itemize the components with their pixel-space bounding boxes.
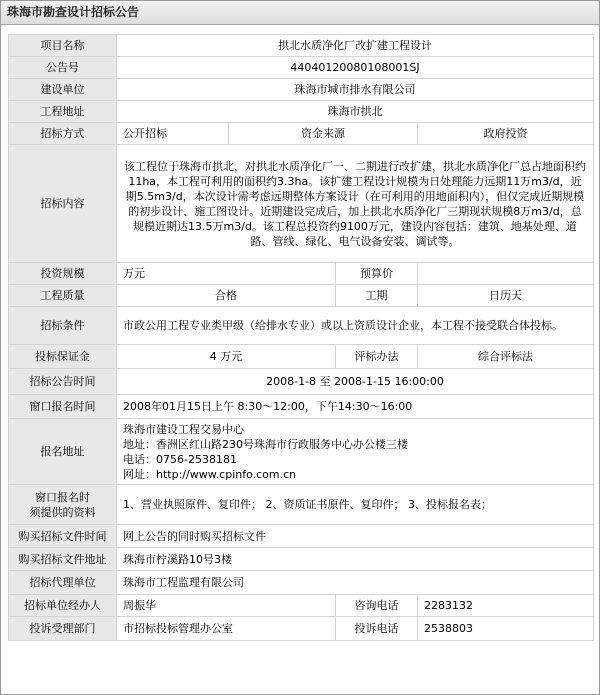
label-reg-address: 报名地址	[9, 419, 117, 485]
label-bid-method: 招标方式	[9, 123, 117, 145]
reg-address-org: 珠海市建设工程交易中心	[123, 422, 244, 436]
value-buy-time: 网上公告的同时购买招标文件	[117, 525, 594, 548]
value-materials: 1、营业执照原件、复印件； 2、资质证书原件、复印件； 3、投标报名表；	[117, 485, 594, 525]
table-row	[9, 419, 594, 485]
label-notice-no: 公告号	[9, 57, 117, 79]
label-conditions: 招标条件	[9, 307, 117, 345]
label-buy-time: 购买招标文件时间	[9, 525, 117, 548]
value-buy-address: 珠海市柠溪路10号3楼	[117, 548, 594, 571]
label-notice-time: 招标公告时间	[9, 369, 117, 395]
label-complaint: 投诉受理部门	[9, 617, 117, 641]
table-row	[9, 263, 594, 285]
label-builder: 建设单位	[9, 79, 117, 101]
label-project-name: 项目名称	[9, 35, 117, 57]
value-deposit: 4 万元	[117, 345, 336, 369]
table-row	[9, 57, 594, 79]
table-row	[9, 525, 594, 548]
label-content: 招标内容	[9, 145, 117, 263]
notice-time-to-word: 至	[319, 375, 331, 388]
label-budget: 预算价	[336, 263, 418, 285]
value-project-name: 拱北水质净化厂改扩建工程设计	[117, 35, 594, 57]
table-row	[9, 595, 594, 617]
label-investment: 投资规模	[9, 263, 117, 285]
value-notice-time	[117, 369, 594, 395]
label-fund-source: 资金来源	[229, 123, 418, 145]
value-site: 珠海市拱北	[117, 101, 594, 123]
table-row	[9, 369, 594, 395]
value-builder: 珠海市城市排水有限公司	[117, 79, 594, 101]
value-budget	[418, 263, 594, 285]
value-agent: 珠海市工程监理有限公司	[117, 571, 594, 595]
value-period: 日历天	[418, 285, 594, 307]
value-consult-phone: 2283132	[418, 595, 594, 617]
value-quality: 合格	[117, 285, 336, 307]
label-materials-line1: 窗口报名时	[35, 490, 90, 504]
value-complaint: 市招标投标管理办公室	[117, 617, 336, 641]
value-content: 该工程位于珠海市拱北，对拱北水质净化厂一、二期进行改扩建，拱北水质净化厂总占地面积约11ha，本工程可利用的面积约3.3ha。该扩建工程设计规模为日处理能力远期11万m3/d，近期5.5m3/d，本次设计需考虑远期整体方案设计（在可利用的用地面积内），但仅完成近期规模的初步设计、施工图设计。近期建设完成后，加上拱北水质净化厂三期现状规模8万m3/d，总规模近期达13.5万m3/d。该工程总投资约9100万元，建设内容包括：建筑、地基处理、道路、管线、绿化、电气设备安装、调试等。	[117, 145, 594, 263]
table-row	[9, 548, 594, 571]
notice-table	[8, 34, 594, 641]
table-row	[9, 123, 594, 145]
value-fund-source: 政府投资	[418, 123, 594, 145]
label-reg-time: 窗口报名时间	[9, 395, 117, 419]
label-consult-phone: 咨询电话	[336, 595, 418, 617]
label-deposit: 投标保证金	[9, 345, 117, 369]
table-row	[9, 285, 594, 307]
panel-title: 珠海市勘查设计招标公告	[1, 1, 599, 25]
label-contact: 招标单位经办人	[9, 595, 117, 617]
label-eval: 评标办法	[336, 345, 418, 369]
value-notice-no: 44040120080108001SJ	[117, 57, 594, 79]
reg-address-location: 地址：香洲区红山路230号珠海市行政服务中心办公楼三楼	[123, 437, 408, 451]
value-reg-time: 2008年01月15日上午 8:30～12:00，下午14:30～16:00	[117, 395, 594, 419]
notice-time-from: 2008-1-8	[266, 375, 317, 388]
reg-address-website: 网址：http://www.cpinfo.com.cn	[123, 467, 297, 481]
reg-address-phone: 电话：0756-2538181	[123, 452, 237, 466]
label-materials	[9, 485, 117, 525]
table-row	[9, 617, 594, 641]
notice-time-to: 2008-1-15 16:00:00	[334, 375, 444, 388]
label-complaint-phone: 投诉电话	[336, 617, 418, 641]
value-eval: 综合评标法	[418, 345, 594, 369]
value-complaint-phone: 2538803	[418, 617, 594, 641]
value-reg-address	[117, 419, 594, 485]
label-site: 工程地址	[9, 101, 117, 123]
label-quality: 工程质量	[9, 285, 117, 307]
value-contact: 周振华	[117, 595, 336, 617]
table-row	[9, 35, 594, 57]
label-buy-address: 购买招标文件地址	[9, 548, 117, 571]
table-row	[9, 395, 594, 419]
value-conditions: 市政公用工程专业类甲级（给排水专业）或以上资质设计企业，本工程不接受联合体投标。	[117, 307, 594, 345]
table-row	[9, 571, 594, 595]
table-row	[9, 101, 594, 123]
table-row	[9, 79, 594, 101]
label-period: 工期	[336, 285, 418, 307]
table-row	[9, 307, 594, 345]
value-bid-method: 公开招标	[117, 123, 229, 145]
table-row	[9, 485, 594, 525]
value-investment: 万元	[117, 263, 336, 285]
table-row	[9, 145, 594, 263]
table-row	[9, 345, 594, 369]
label-materials-line2: 须提供的资料	[29, 505, 96, 519]
label-agent: 招标代理单位	[9, 571, 117, 595]
